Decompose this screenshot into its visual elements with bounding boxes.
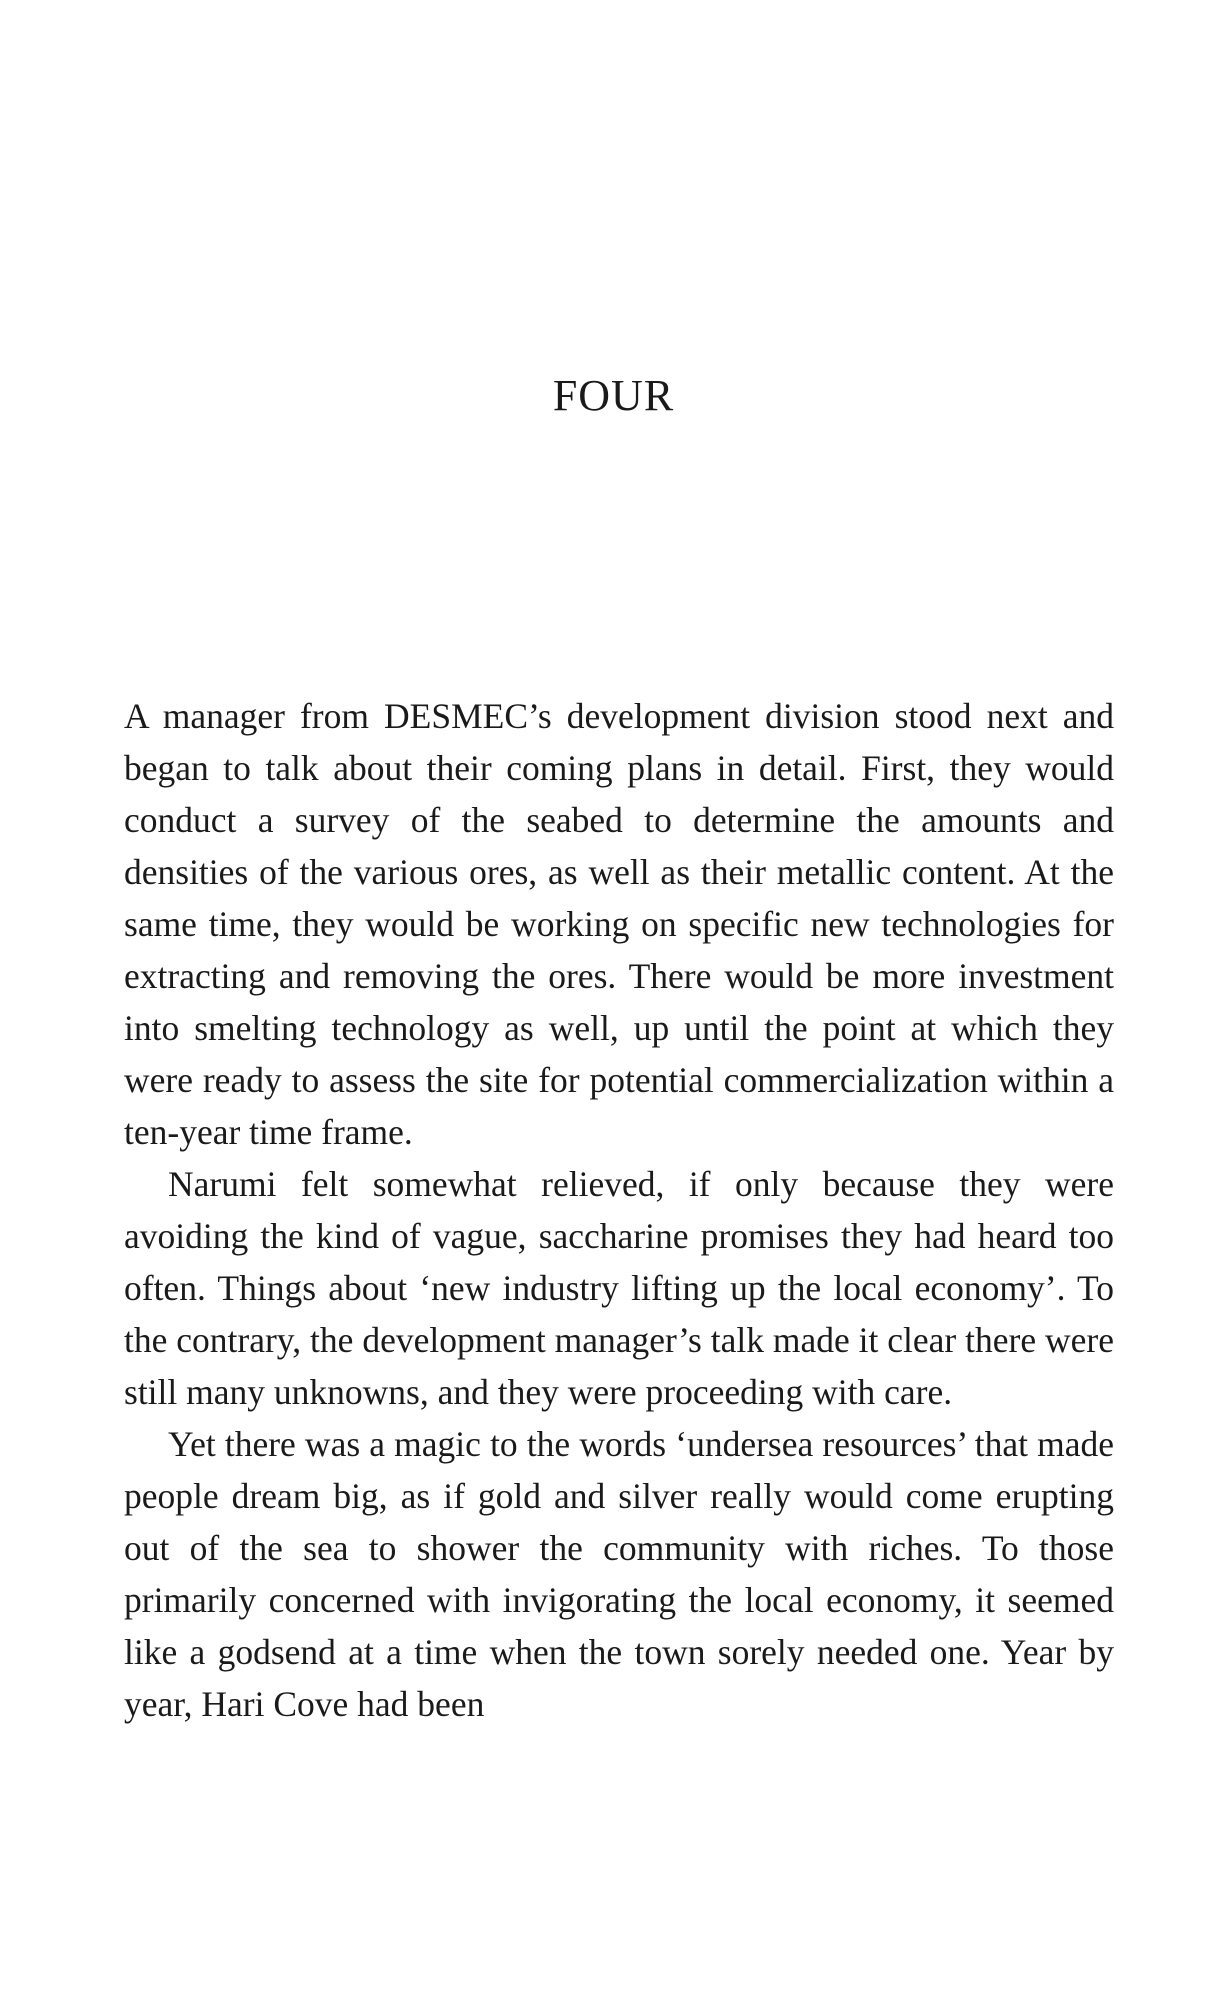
paragraph-3: Yet there was a magic to the words ‘undersea resources’ that made people dream big, as if gold and silver really would come erupting out of the sea to shower the community with riches. To those primarily concerned with invigorating the local economy, it seemed like a godsend at a time when the town sorely needed one. Year by year, Hari Cove had been <box>124 1424 1114 1724</box>
paragraph-1: A manager from DESMEC’s development division stood next and began to talk about their coming plans in detail. First, they would conduct a survey of the seabed to determine the amounts and densities of the various ores, as well as their metallic content. At the same time, they would be working on specific new technologies for extracting and removing the ores. There would be more investment into smelting technology as well, up until the point at which they were ready to assess the site for potential commercialization within a ten-year time frame. <box>124 696 1114 1152</box>
chapter-title: FOUR <box>552 371 675 420</box>
body-text <box>124 690 1114 1730</box>
paragraph-2: Narumi felt somewhat relieved, if only because they were avoiding the kind of vague, saccharine promises they had heard too often. Things about ‘new industry lifting up the local economy’. To the contrary, the development manager’s talk made it clear there were still many unknowns, and they were proceeding with care. <box>124 1164 1114 1412</box>
